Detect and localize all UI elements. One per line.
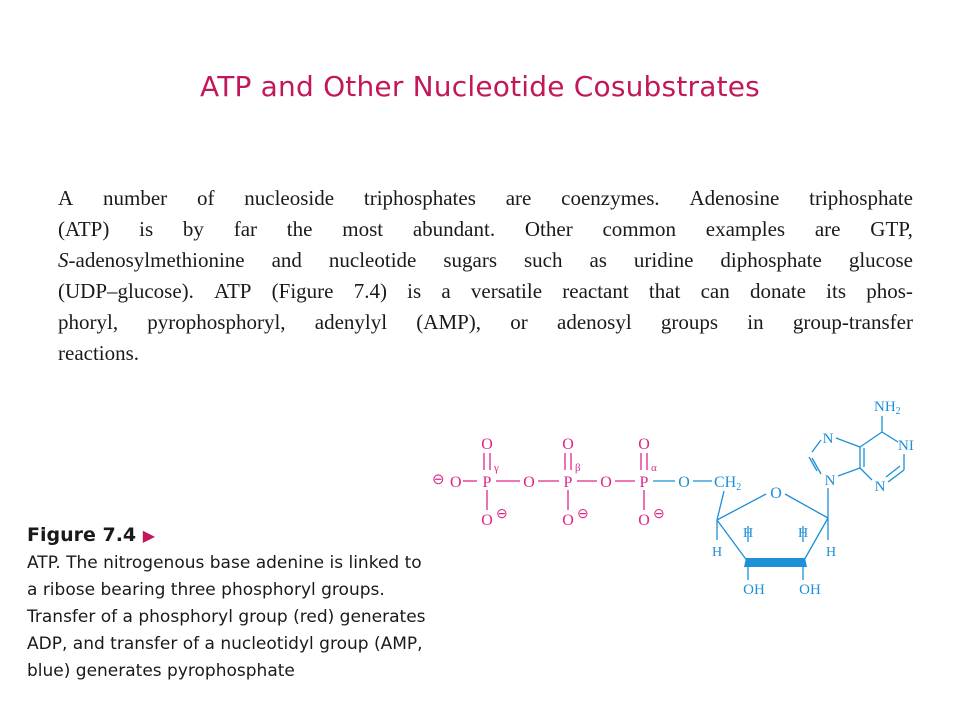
bridge-oxygen-1: O [523, 474, 535, 491]
paragraph-word: number [102, 186, 168, 210]
play-triangle-icon: ▶ [142, 526, 156, 545]
ribose-ring-oxygen: O [770, 485, 782, 502]
paragraph-line [58, 276, 913, 307]
paragraph-word: (ATP) [58, 217, 110, 241]
paragraph-word: adenylyl [314, 310, 388, 334]
paragraph-word: as [589, 248, 607, 272]
paragraph-word: that [648, 279, 681, 303]
alpha-top-oxygen: O [638, 436, 650, 453]
minus-charge-gamma: ⊖ [496, 507, 508, 522]
paragraph-word: (AMP), [416, 310, 482, 334]
paragraph-line [58, 183, 913, 214]
caption-line: a ribose bearing three phosphoryl groups. [27, 580, 385, 600]
paragraph-word: can [700, 279, 730, 303]
beta-label: β [575, 462, 581, 474]
paragraph-word: S-adenosylmethionine [58, 248, 245, 272]
ribose-h-4: H [711, 545, 723, 560]
paragraph-word: (UDP–glucose). [58, 279, 194, 303]
ribose-h-2: H [797, 526, 809, 541]
phosphorus-gamma: P [482, 474, 492, 491]
paragraph-line [58, 338, 913, 369]
caption-line: blue) generates pyrophosphate [27, 661, 295, 681]
body-paragraph [58, 183, 913, 369]
ribose-h-3: H [742, 526, 754, 541]
adenine-n7: N [822, 431, 834, 447]
paragraph-word: the [286, 217, 313, 241]
paragraph-word: in [747, 310, 764, 334]
paragraph-word: is [139, 217, 154, 241]
phosphorus-beta: P [563, 474, 573, 491]
figure-caption-text [27, 550, 472, 685]
paragraph-word: or [510, 310, 528, 334]
paragraph-word: abundant. [412, 217, 496, 241]
alpha-label: α [651, 462, 657, 474]
ester-oxygen: O [678, 474, 690, 491]
paragraph-word: triphosphates [363, 186, 476, 210]
hydroxyl-2: OH [799, 582, 821, 598]
adenine-n9: N [824, 473, 836, 489]
adenine-n3: N [874, 479, 886, 495]
paragraph-word: (Figure [271, 279, 334, 303]
paragraph-word: diphosphate [720, 248, 822, 272]
adenine-amine: $NH_2$ [874, 399, 901, 417]
paragraph-word: a [441, 279, 451, 303]
ribose-h-1: H [825, 545, 837, 560]
paragraph-word: groups [660, 310, 719, 334]
paragraph-word: Other [524, 217, 573, 241]
paragraph-line [58, 307, 913, 338]
alpha-bottom-oxygen: O [638, 512, 650, 529]
paragraph-word: is [407, 279, 422, 303]
gamma-bottom-oxygen: O [481, 512, 493, 529]
paragraph-word: coenzymes. [561, 186, 660, 210]
paragraph-word: phos- [866, 279, 913, 303]
caption-line: ATP. The nitrogenous base adenine is linked to [27, 553, 422, 573]
methylene-group: CH2 [714, 474, 742, 493]
paragraph-word: nucleotide [328, 248, 417, 272]
paragraph-word: examples [705, 217, 786, 241]
paragraph-word: such [523, 248, 563, 272]
paragraph-line [58, 245, 913, 276]
paragraph-word: of [196, 186, 215, 210]
paragraph-word: versatile [470, 279, 543, 303]
paragraph-word: and [271, 248, 302, 272]
paragraph-word: common [602, 217, 676, 241]
bridge-oxygen-2: O [600, 474, 612, 491]
paragraph-word: adenosyl [557, 310, 632, 334]
terminal-oxygen: O [450, 474, 462, 491]
paragraph-word: 7.4) [353, 279, 387, 303]
phosphorus-alpha: P [639, 474, 649, 491]
paragraph-word: are [814, 217, 841, 241]
figure-caption [27, 521, 472, 685]
paragraph-word: GTP, [870, 217, 913, 241]
atp-structure-diagram [420, 390, 920, 610]
paragraph-word: donate [749, 279, 806, 303]
paragraph-word: its [826, 279, 846, 303]
caption-line: ADP, and transfer of a nucleotidyl group (AMP, [27, 634, 423, 654]
paragraph-word: are [505, 186, 532, 210]
minus-charge-beta: ⊖ [577, 507, 589, 522]
paragraph-word: reactant [562, 279, 629, 303]
adenine-n1-cut: NI [898, 438, 914, 454]
paragraph-word: A [58, 186, 74, 210]
paragraph-word: pyrophosphoryl, [147, 310, 286, 334]
paragraph-word: reactions. [58, 341, 140, 365]
paragraph-word: triphosphate [809, 186, 913, 210]
page-title: ATP and Other Nucleotide Cosubstrates [200, 70, 760, 103]
paragraph-word: nucleoside [244, 186, 335, 210]
paragraph-word: most [342, 217, 384, 241]
paragraph-word: by [182, 217, 204, 241]
paragraph-word: ATP [214, 279, 252, 303]
paragraph-line [58, 214, 913, 245]
caption-line: Transfer of a phosphoryl group (red) generates [27, 607, 426, 627]
paragraph-word: uridine [633, 248, 694, 272]
figure-label: Figure 7.4 ▶ [27, 524, 156, 546]
paragraph-word: glucose [848, 248, 913, 272]
paragraph-word: sugars [443, 248, 497, 272]
hydroxyl-3: OH [743, 582, 765, 598]
gamma-top-oxygen: O [481, 436, 493, 453]
beta-bottom-oxygen: O [562, 512, 574, 529]
paragraph-word: Adenosine [689, 186, 780, 210]
gamma-label: γ [494, 462, 499, 474]
minus-charge-alpha: ⊖ [653, 507, 665, 522]
paragraph-word: group-transfer [792, 310, 913, 334]
paragraph-word: phoryl, [58, 310, 119, 334]
paragraph-word: far [233, 217, 258, 241]
beta-top-oxygen: O [562, 436, 574, 453]
minus-charge-left: ⊖ [432, 472, 445, 488]
